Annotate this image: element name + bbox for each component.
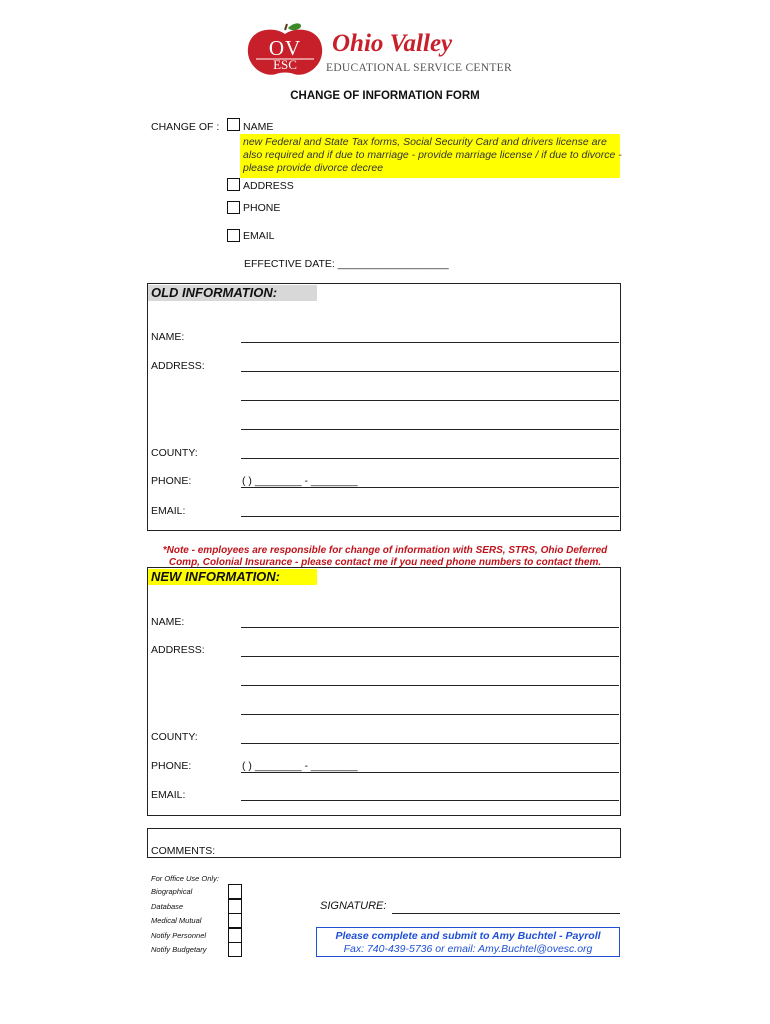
name-checkbox[interactable] bbox=[227, 118, 240, 131]
apple-text-ov: OV bbox=[268, 36, 302, 60]
effective-date-field[interactable]: EFFECTIVE DATE: ___________________ bbox=[244, 258, 449, 270]
new-county-label: COUNTY: bbox=[151, 731, 198, 743]
change-note-line-3: please provide divorce decree bbox=[243, 162, 384, 174]
employee-note-line-2: Comp, Colonial Insurance - please contact me if you need phone numbers to contact them. bbox=[168, 557, 602, 568]
new-address-line-3[interactable] bbox=[241, 714, 619, 715]
comments-label: COMMENTS: bbox=[151, 845, 216, 857]
change-note-line-1: new Federal and State Tax forms, Social Security Card and drivers license are bbox=[243, 136, 607, 148]
change-of-label: CHANGE OF : bbox=[151, 121, 220, 133]
phone-option-label: PHONE bbox=[243, 202, 281, 214]
signature-label: SIGNATURE: bbox=[320, 900, 387, 912]
new-phone-label: PHONE: bbox=[151, 760, 192, 772]
new-address-line-1[interactable] bbox=[241, 656, 619, 657]
old-information-box bbox=[147, 283, 621, 531]
email-checkbox[interactable] bbox=[227, 229, 240, 242]
old-phone-line bbox=[241, 487, 619, 488]
old-email-line[interactable] bbox=[241, 516, 619, 517]
old-name-label: NAME: bbox=[151, 331, 185, 343]
old-email-label: EMAIL: bbox=[151, 505, 186, 517]
new-email-label: EMAIL: bbox=[151, 789, 186, 801]
address-checkbox[interactable] bbox=[227, 178, 240, 191]
email-option-label: EMAIL bbox=[243, 230, 275, 242]
office-checkbox-notify-personnel[interactable] bbox=[228, 928, 242, 943]
signature-line[interactable] bbox=[392, 913, 620, 914]
new-address-line-2[interactable] bbox=[241, 685, 619, 686]
submit-line-1: Please complete and submit to Amy Buchtel - Payroll bbox=[335, 930, 601, 942]
new-name-label: NAME: bbox=[151, 616, 185, 628]
new-name-line[interactable] bbox=[241, 627, 619, 628]
change-note-line-2: also required and if due to marriage - provide marriage license / if due to divorce - bbox=[243, 149, 622, 161]
logo-name: Ohio Valley bbox=[332, 30, 453, 57]
old-address-line-3[interactable] bbox=[241, 429, 619, 430]
old-name-line[interactable] bbox=[241, 342, 619, 343]
old-county-label: COUNTY: bbox=[151, 447, 198, 459]
submit-instructions-box bbox=[316, 927, 620, 957]
address-option-label: ADDRESS bbox=[243, 180, 294, 192]
new-information-title: NEW INFORMATION: bbox=[148, 569, 317, 585]
old-phone-label: PHONE: bbox=[151, 475, 192, 487]
new-phone-line bbox=[241, 772, 619, 773]
new-county-line[interactable] bbox=[241, 743, 619, 744]
new-phone-field[interactable]: ( ) ________ - ________ bbox=[242, 760, 358, 772]
new-email-line[interactable] bbox=[241, 800, 619, 801]
new-address-label: ADDRESS: bbox=[151, 644, 205, 656]
logo bbox=[244, 22, 534, 82]
office-checkbox-biographical[interactable] bbox=[228, 884, 242, 899]
office-checkbox-medical-mutual[interactable] bbox=[228, 913, 242, 928]
office-item-biographical: Biographical bbox=[151, 887, 193, 896]
phone-checkbox[interactable] bbox=[227, 201, 240, 214]
logo-subtitle: EDUCATIONAL SERVICE CENTER bbox=[326, 62, 512, 74]
office-item-database: Database bbox=[151, 902, 184, 911]
old-address-line-1[interactable] bbox=[241, 371, 619, 372]
old-information-title: OLD INFORMATION: bbox=[148, 285, 317, 301]
name-option-label: NAME bbox=[243, 121, 274, 133]
old-address-label: ADDRESS: bbox=[151, 360, 205, 372]
old-county-line[interactable] bbox=[241, 458, 619, 459]
change-note-highlight bbox=[240, 134, 620, 178]
office-item-notify-budgetary: Notify Budgetary bbox=[151, 945, 207, 954]
office-checkbox-database[interactable] bbox=[228, 899, 242, 914]
logo-esc: ESC bbox=[273, 57, 297, 72]
office-item-notify-personnel: Notify Personnel bbox=[151, 931, 207, 940]
office-use-title: For Office Use Only: bbox=[151, 874, 219, 883]
office-item-medical-mutual: Medical Mutual bbox=[151, 916, 202, 925]
submit-line-2: Fax: 740-439-5736 or email: Amy.Buchtel@ovesc.org bbox=[343, 943, 593, 955]
comments-box[interactable] bbox=[147, 828, 621, 858]
old-phone-field[interactable]: ( ) ________ - ________ bbox=[242, 475, 358, 487]
employee-note-line-1: *Note - employees are responsible for change of information with SERS, STRS, Ohio Deferred bbox=[162, 545, 608, 556]
form-title: CHANGE OF INFORMATION FORM bbox=[290, 90, 480, 102]
new-information-box bbox=[147, 567, 621, 816]
office-checkbox-notify-budgetary[interactable] bbox=[228, 942, 242, 957]
old-address-line-2[interactable] bbox=[241, 400, 619, 401]
